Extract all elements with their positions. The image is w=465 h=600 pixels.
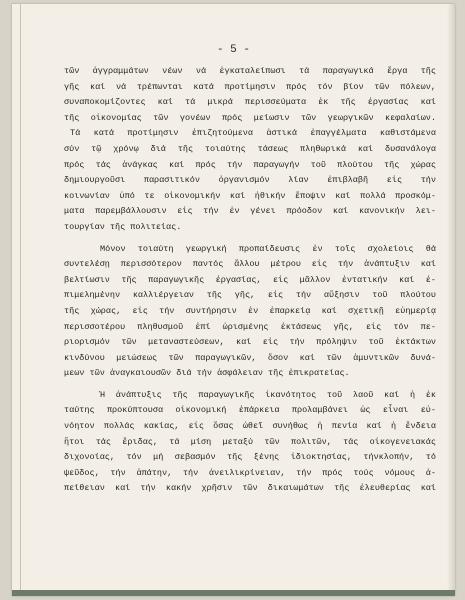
text-line: κινδύνου μειώσεως τῶν παραγωγικῶν, ὅσον καί τῶν ἀμυντικῶν δυνά- xyxy=(64,352,436,363)
page-number: - 5 - xyxy=(216,44,250,56)
typed-text-body xyxy=(64,64,436,497)
document-page xyxy=(12,4,455,596)
text-line: τῆς οἰκονομίας τῶν γονέων πρός μείωσιν τῶν γεωργικῶν κεφαλαίων. xyxy=(64,112,436,123)
text-line: μεων τῶν ἀναγκαιουσῶν διά τήν ἀσφάλειαν τῆς ἐπικρατείας. xyxy=(64,368,350,379)
text-line: συναποκομίζοντες καί τά μικρά περισσεύματα ἐκ τῆς ἐργασίας καί xyxy=(64,97,436,108)
text-line: δημιουργοῦσι παρασιτικόν ὀργανισμόν λίαν ἐπιβλαβῆ εἰς τήν xyxy=(64,175,436,186)
paragraph-2 xyxy=(64,242,436,382)
text-line: σύν τῷ χρόνῳ διά τῆς τοιαύτης τάσεως πληθωρικά καί δυσανάλογα xyxy=(64,143,436,154)
text-line: τῶν ἀγγραμμάτων νέων νά ἐγκαταλείπωσι τά παραγωγικά ἔργα τῆς xyxy=(64,66,436,76)
paragraph-1 xyxy=(64,64,436,236)
text-line: ἤτοι τάς ἔριδας, τά μίση μεταξύ τῶν πολιτῶν, τάς οἰκογενειακάς xyxy=(64,436,436,447)
text-line: ματα παρεμβάλλουσιν εἰς τήν ἐν γένει πρόοδον καί κανονικήν λει- xyxy=(64,206,436,217)
margin-line xyxy=(20,4,21,596)
text-line: πρός τάς ἀνάγκας καί πρός τήν παραγωγήν τοῦ πλούτου τῆς χώρας xyxy=(64,159,436,170)
text-line: ψεῦδος, τήν ἀπάτην, τήν ἀνειλικρίνειαν, τήν πρός τούς νόμους ἀ- xyxy=(64,467,436,478)
paragraph-3 xyxy=(64,388,436,497)
text-line: τουργίαν τῆς πολιτείας. xyxy=(64,221,182,232)
text-line: πιμελημένην καλλιέργειαν τῆς γῆς, εἰς τήν αὔξησιν τοῦ πλούτου xyxy=(64,290,436,301)
text-line: βελτίωσιν τῆς παραγωγικῆς ἐργασίας, εἰς μᾶλλον ἐντατικήν καί ἐ- xyxy=(64,274,436,285)
text-line: ριορισμόν τῶν μεταναστεύσεων, καί εἰς τήν πρόληψιν τοῦ ἐκτάκτων xyxy=(64,337,436,348)
page-fold-shadow xyxy=(447,4,455,596)
text-line: διχονοίας, τόν μή σεβασμόν τῆς ξένης ἰδιοκτησίας, τήνκλοπήν, τό xyxy=(64,452,436,463)
text-line: γῆς καί νά τρέπωνται κατά προτίμησιν πρός τόν βίον τῶν πόλεων, xyxy=(64,81,436,92)
text-line: τῆς χώρας, εἰς τήν συντήρησιν ἐν ἐπαρκείᾳ καί σχετικῇ εὐημερίᾳ xyxy=(64,305,436,316)
text-line: πείθειαν καί τήν κακήν χρῆσιν τῶν δικαιωμάτων τῆς ἐλευθερίας καί xyxy=(64,483,436,494)
text-line: περισσοτέρου πληθυσμοῦ ἐπί ὡρισμένης ἐκτάσεως γῆς, εἰς τόν πε- xyxy=(64,321,436,332)
text-line: κοινωνίαν ὑπό τε οἰκονομικήν καί ἠθικήν ἔποψιν καί πολλά προσκόμ- xyxy=(64,190,436,201)
text-line: Μόνον τοιαύτη γεωργική προπαίδευσις ἐν τοῖς σχολείοις θά xyxy=(100,243,436,254)
text-line: Ἡ ἀνάπτυξις τῆς παραγωγικῆς ἱκανότητος τοῦ λαοῦ καί ἡ ἐκ xyxy=(100,389,436,400)
text-line: ταύτης προκύπτουσα οἰκονομική ἐπάρκεια προλαμβάνει ὡς εἶναι εὐ- xyxy=(64,405,436,416)
text-line: συντελέσῃ περισσότερον παντός ἄλλου μέτρου εἰς τήν ἀνάπτυξιν καί xyxy=(64,259,436,270)
text-line: νόητον πολλάς κακίας, εἰς ὅσας ὠθεῖ συνήθως ἡ πενία καί ἡ ἔνδεια xyxy=(64,421,436,432)
text-line: Τά κατά προτίμησιν ἐπιζητούμενα ἀστικά ἐπαγγέλματα καθιστάμενα xyxy=(70,128,436,139)
binding-strip xyxy=(12,590,455,596)
